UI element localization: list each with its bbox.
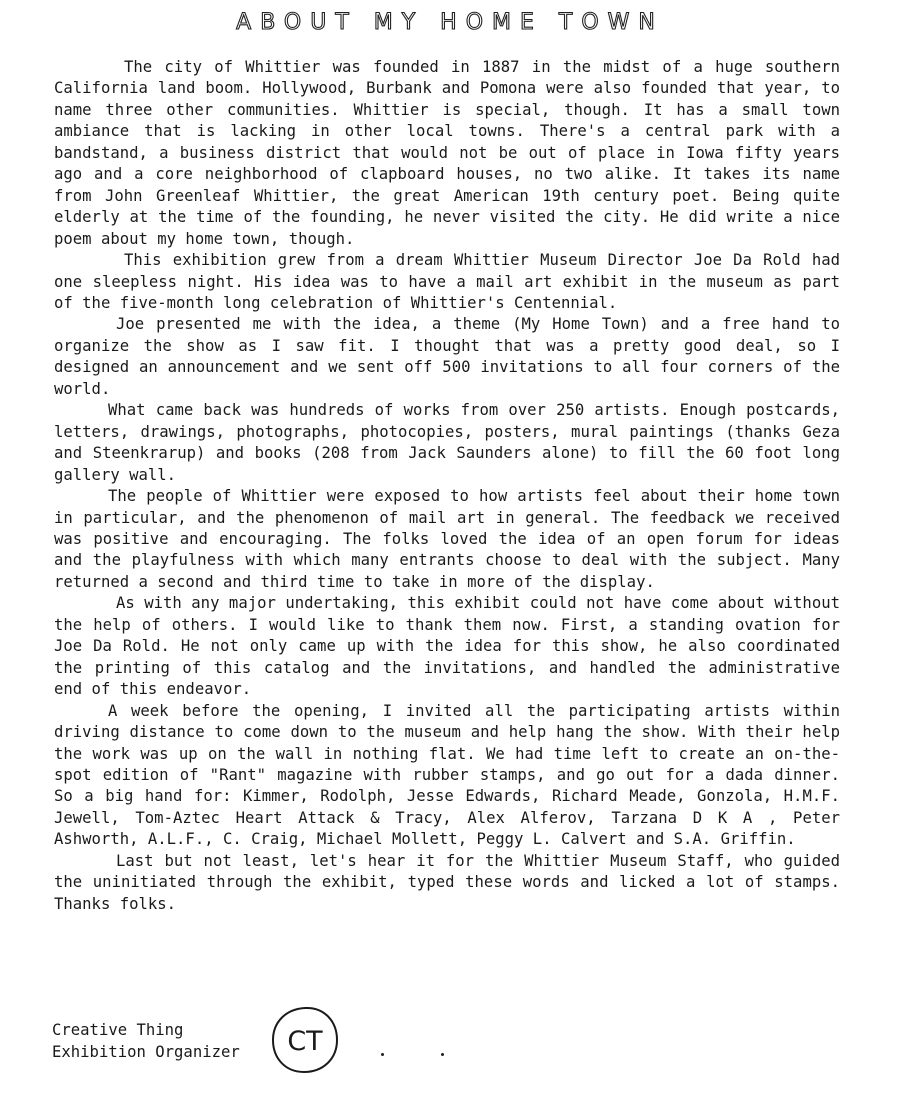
signature-name: Creative Thing — [52, 1021, 184, 1039]
paragraph: This exhibition grew from a dream Whittier Museum Director Joe Da Rold had one sleepless night. His idea was to have a mail art exhibit in the museum as part of the five-month long celebration of Whittier's Centennial. — [54, 251, 840, 312]
stray-mark — [381, 1053, 384, 1056]
paragraph: Joe presented me with the idea, a theme (My Home Town) and a free hand to organize the show as I saw fit. I thought that was a pretty good deal, so I designed an announcement and we sent off 500 invitations to all four corners of the world. — [54, 315, 840, 398]
article-body — [54, 57, 840, 915]
paragraph: As with any major undertaking, this exhibit could not have come about without the help of others. I would like to thank them now. First, a standing ovation for Joe Da Rold. He not only came up with the idea for this show, he also coordinated the printing of this catalog and the invitations, and handled the administrative end of this endeavor. — [54, 594, 840, 699]
paragraph: What came back was hundreds of works from over 250 artists. Enough postcards, letters, drawings, photographs, photocopies, posters, mural paintings (thanks Geza and Steenkrarup) and books (208 from Jack Saunders alone) to fill the 60 foot long gallery wall. — [54, 401, 840, 484]
signature-role: Exhibition Organizer — [52, 1042, 240, 1061]
signature-block — [52, 1020, 240, 1063]
seal-text: CT — [287, 1026, 323, 1057]
paragraph: The city of Whittier was founded in 1887 in the midst of a huge southern California land boom. Hollywood, Burbank and Pomona were also founded that year, to name three other communities. Whittier is special, though. It has a small town ambiance that is lacking in other local towns. There's a central park with a bandstand, a business district that would not be out of place in Iowa fifty years ago and a core neighborhood of clapboard houses, no two alike. It takes its name from John Greenleaf Whittier, the great American 19th century poet. Being quite elderly at the time of the founding, he never visited the city. He did write a nice poem about my home town, though. — [54, 58, 840, 248]
page-title: ABOUT MY HOME TOWN — [236, 10, 664, 35]
stray-mark — [441, 1053, 444, 1056]
ct-seal-icon — [270, 1005, 340, 1075]
paragraph: Last but not least, let's hear it for the Whittier Museum Staff, who guided the uninitiated through the exhibit, typed these words and licked a lot of stamps. Thanks folks. — [54, 851, 840, 913]
paragraph: A week before the opening, I invited all the participating artists within driving distance to come down to the museum and help hang the show. With their help the work was up on the wall in nothing flat. We had time left to create an on-the-spot edition of "Rant" magazine with rubber stamps, and go out for a dada dinner. So a big hand for: Kimmer, Rodolph, Jesse Edwards, Richard Meade, Gonzola, H.M.F. Jewell, Tom-Aztec Heart Attack & Tracy, Alex Alferov, Tarzana D K A , Peter Ashworth, A.L.F., C. Craig, Michael Mollett, Peggy L. Calvert and S.A. Griffin. — [54, 701, 840, 849]
paragraph: The people of Whittier were exposed to how artists feel about their home town in particular, and the phenomenon of mail art in general. The feedback we received was positive and encouraging. The folks loved the idea of an open forum for ideas and the playfulness with which many entrants choose to deal with the subject. Many returned a second and third time to take in more of the display. — [54, 487, 840, 591]
